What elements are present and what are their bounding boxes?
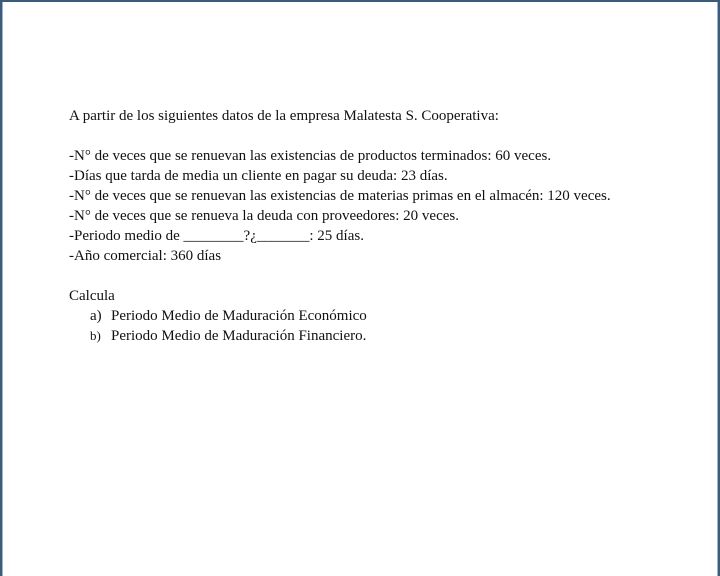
data-line-suppliers: -N° de veces que se renueva la deuda con proveedores: 20 veces. [69,208,459,224]
task-heading: Calcula [69,288,115,304]
task-text: Periodo Medio de Maduración Financiero. [111,328,367,344]
list-item [69,326,689,346]
spacer [69,126,689,146]
task-list [69,306,689,346]
task-text: Periodo Medio de Maduración Económico [111,308,367,324]
data-line-raw-materials: -N° de veces que se renuevan las existencias de materias primas en el almacén: 120 veces. [69,188,611,204]
spacer [69,266,689,286]
data-line-finished-goods: -N° de veces que se renuevan las existencias de productos terminados: 60 veces. [69,148,552,164]
data-line-average-period: -Periodo medio de ________?¿_______: 25 días. [69,228,364,244]
intro-paragraph: A partir de los siguientes datos de la empresa Malatesta S. Cooperativa: [69,108,499,124]
data-line-client-days: -Días que tarda de media un cliente en pagar su deuda: 23 días. [69,168,448,184]
list-marker: b) [90,328,101,343]
list-marker: a) [90,308,102,324]
document-body [69,106,689,346]
list-item [69,306,689,326]
data-line-commercial-year: -Año comercial: 360 días [69,248,222,264]
